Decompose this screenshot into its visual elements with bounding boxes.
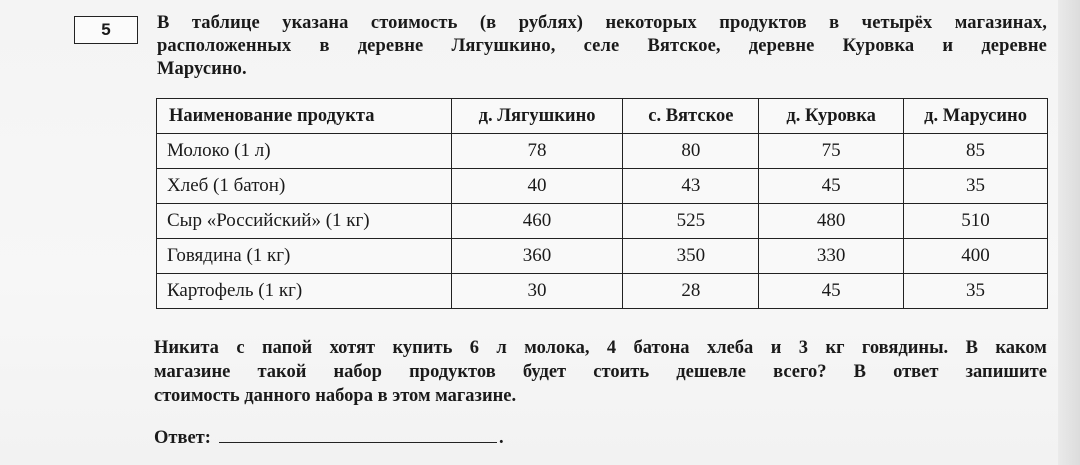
intro-word: в [319,36,330,56]
question-word: хотят [329,338,376,358]
question-word: 6 [469,338,480,358]
table-row [157,239,1048,274]
product-name: Сыр «Российский» (1 кг) [157,204,452,239]
question-word: такой [257,362,307,382]
question-word: 4 [606,338,617,358]
answer-row [154,426,504,449]
price-cell: 45 [759,274,904,309]
price-cell: 43 [623,169,759,204]
intro-word: Вятское, [647,36,721,56]
question-word: батона [633,338,690,358]
product-name: Картофель (1 кг) [157,274,452,309]
price-table [156,98,1048,309]
price-cell: 28 [623,274,759,309]
question-word: набор [333,362,382,382]
column-header-marusino: д. Марусино [904,99,1048,134]
intro-word: селе [583,36,620,56]
intro-line-2 [157,35,1047,58]
column-header-lyagushkino: д. Лягушкино [451,99,623,134]
product-name: Хлеб (1 батон) [157,169,452,204]
question-word: хлеба [706,338,754,358]
price-cell: 85 [904,134,1048,169]
table-row [157,204,1048,239]
question-word: стоить [593,362,650,382]
intro-line-3: Марусино. [157,59,247,79]
intro-word: и [942,36,954,56]
task-number-box [74,16,138,44]
table-row [157,134,1048,169]
answer-trailing-dot: . [498,428,504,448]
question-word: говядины. [861,338,949,358]
column-header-kurovka: д. Куровка [759,99,904,134]
question-word: л [496,338,507,358]
intro-word: таблице [191,13,260,33]
price-cell: 78 [451,134,623,169]
question-word: с [236,338,245,358]
question-word: будет [522,362,567,382]
intro-word: В [157,13,170,33]
price-cell: 40 [451,169,623,204]
question-word: купить [392,338,453,358]
answer-blank-line[interactable] [219,426,497,443]
question-word: 3 [798,338,809,358]
price-cell: 400 [904,239,1048,274]
intro-word: четырёх [861,13,933,33]
question-word: молока, [524,338,590,358]
intro-word: стоимость [370,13,458,33]
question-word: дешевле [676,362,746,382]
intro-word: указана [282,13,349,33]
price-cell: 30 [451,274,623,309]
intro-word: Лягушкино, [451,36,556,56]
question-word: магазине [154,362,231,382]
table-row [157,169,1048,204]
question-line-2 [154,360,1047,384]
price-cell: 330 [759,239,904,274]
question-word: и [770,338,782,358]
question-word: папой [261,338,313,358]
intro-word: в [829,13,840,33]
question-word: каком [995,338,1047,358]
price-cell: 35 [904,169,1048,204]
price-cell: 510 [904,204,1048,239]
price-cell: 525 [623,204,759,239]
intro-word: рублях) [518,13,584,33]
question-word: запишите [965,362,1047,382]
question-line-1 [154,336,1047,360]
column-header-product: Наименование продукта [157,99,452,134]
table-header-row [157,99,1048,134]
intro-word: деревне [748,36,815,56]
price-cell: 360 [451,239,623,274]
intro-word: (в [479,13,497,33]
price-cell: 460 [451,204,623,239]
price-cell: 45 [759,169,904,204]
price-cell: 35 [904,274,1048,309]
intro-word: магазинах, [954,13,1047,33]
intro-word: Куровка [842,36,915,56]
product-name: Говядина (1 кг) [157,239,452,274]
price-cell: 80 [623,134,759,169]
column-header-vyatskoe: с. Вятское [623,99,759,134]
question-word: кг [825,338,845,358]
question-word: всего? [773,362,827,382]
question-word: ответ [893,362,939,382]
intro-line-1 [157,12,1047,35]
intro-word: расположенных [157,36,292,56]
intro-word: деревне [357,36,424,56]
page-edge-shadow [1058,0,1080,465]
table-row [157,274,1048,309]
question-word: Никита [154,338,219,358]
price-cell: 480 [759,204,904,239]
price-cell: 350 [623,239,759,274]
question-word: В [853,362,866,382]
question-word: продуктов [409,362,496,382]
answer-label: Ответ: [154,428,211,448]
task-number: 5 [101,20,111,39]
intro-word: продуктов [719,13,807,33]
question-word: В [965,338,978,358]
intro-word: некоторых [605,13,697,33]
question-text [154,336,1047,408]
price-cell: 75 [759,134,904,169]
task-intro-text [157,12,1047,81]
intro-word: деревне [981,36,1047,56]
question-line-3: стоимость данного набора в этом магазине. [154,386,517,406]
product-name: Молоко (1 л) [157,134,452,169]
